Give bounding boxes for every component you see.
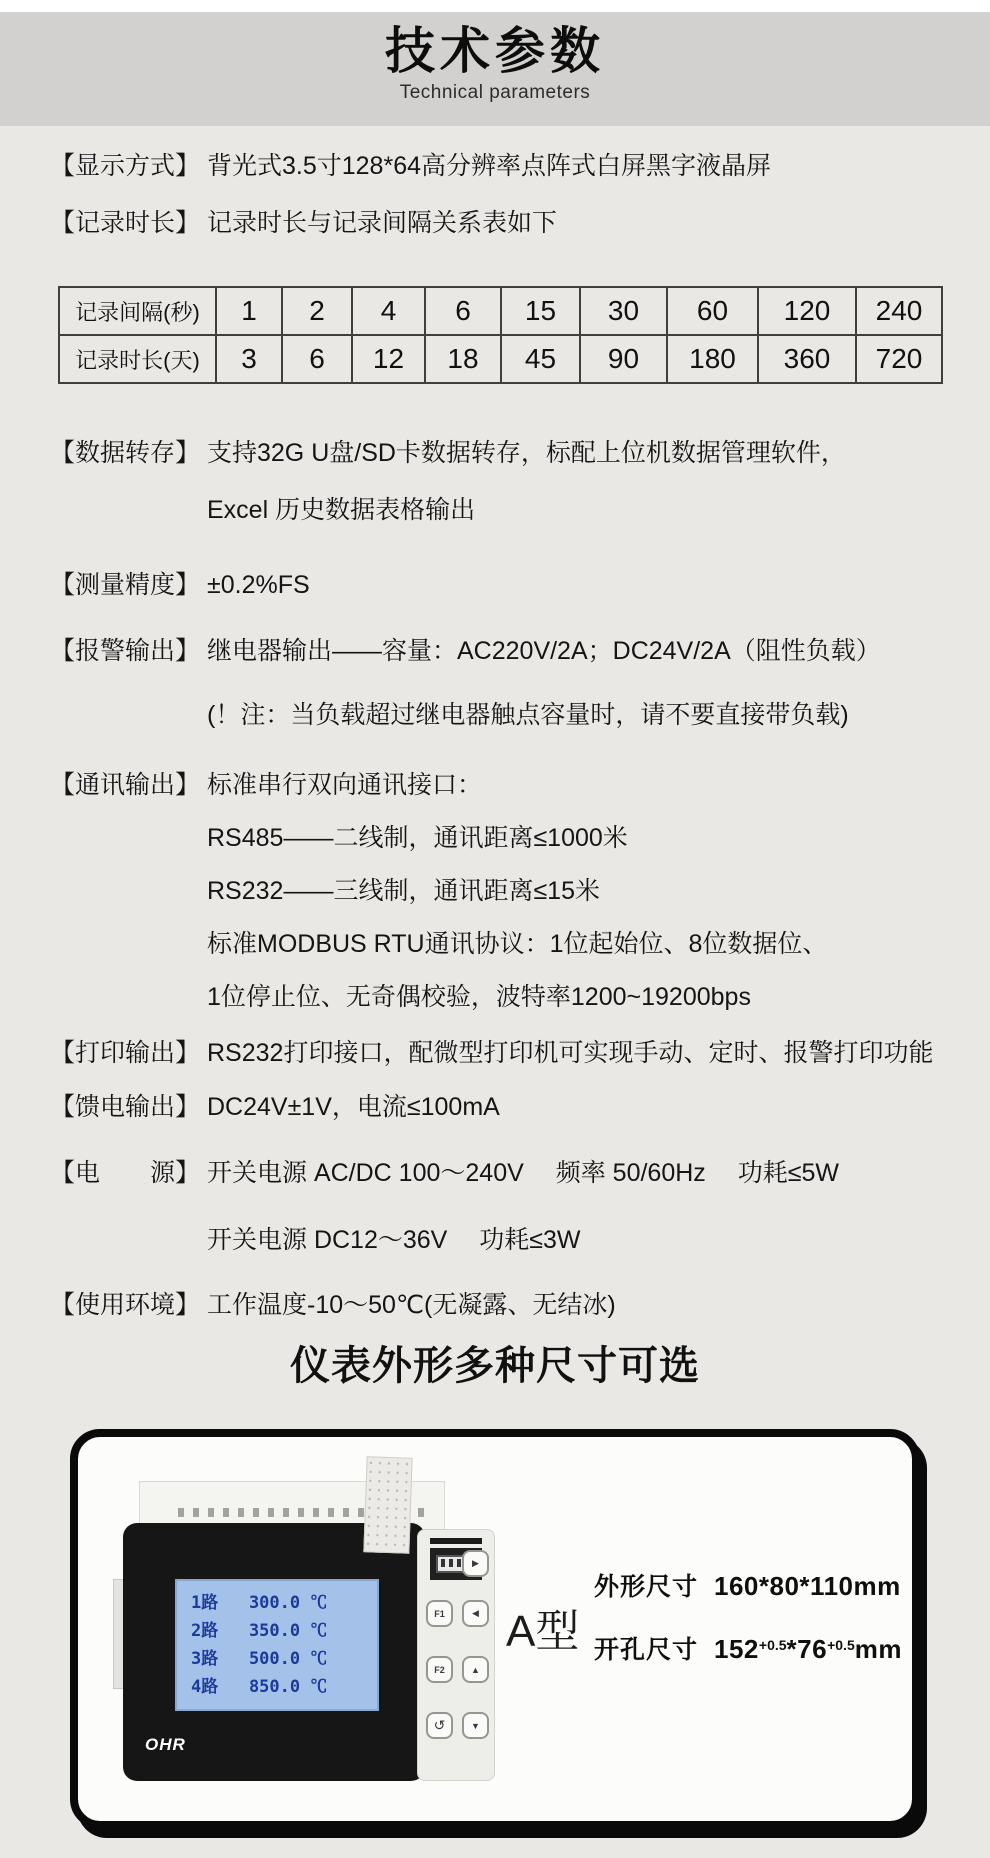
table-cell: 2 (282, 287, 352, 335)
table-cell: 45 (501, 335, 580, 383)
spec-row-display (50, 150, 940, 183)
table-cell: 6 (425, 287, 501, 335)
table-cell: 90 (580, 335, 667, 383)
f2-key: F2 (426, 1656, 453, 1683)
spec-value-line: 继电器输出——容量：AC220V/2A；DC24V/2A（阻性负载） (207, 637, 881, 665)
spec-value-line: 标准MODBUS RTU通讯协议：1位起始位、8位数据位、 (207, 930, 828, 958)
spec-label: 【报警输出】 (50, 637, 201, 665)
spec-label: 【馈电输出】 (50, 1093, 201, 1121)
spec-row-alarm (50, 635, 940, 732)
spec-value: DC24V±1V，电流≤100mA (207, 1093, 500, 1121)
page-title: 技术参数 (385, 23, 605, 79)
brand-logo: OHR (145, 1735, 186, 1754)
lcd-line: 1路 300.0 ℃ (191, 1593, 328, 1613)
table-row-interval (59, 287, 942, 335)
spec-label: 【测量精度】 (50, 571, 201, 599)
spec-row-comm (50, 769, 940, 1014)
spec-value: RS232打印接口，配微型打印机可实现手动、定时、报警打印功能 (207, 1039, 934, 1067)
section-title: 仪表外形多种尺寸可选 (290, 1344, 700, 1388)
device-photo (123, 1479, 495, 1781)
device-lcd-screen (175, 1579, 379, 1711)
spec-value-line: 标准串行双向通讯接口： (207, 771, 483, 799)
hole-size-base1: 152 (714, 1634, 759, 1664)
table-cell: 360 (758, 335, 856, 383)
spec-value-line: 开关电源 DC12～36V 功耗≤3W (207, 1226, 581, 1254)
table-cell: 4 (352, 287, 425, 335)
spec-row-storage (50, 437, 940, 527)
outer-size-row (594, 1567, 902, 1603)
hole-size-base2: 76 (797, 1634, 828, 1664)
device-sd-card (363, 1456, 412, 1554)
f1-key: F1 (426, 1600, 453, 1627)
hole-size-value (714, 1634, 902, 1665)
outer-size-label: 外形尺寸 (594, 1573, 699, 1601)
device-keypad (417, 1529, 495, 1781)
table-cell: 6 (282, 335, 352, 383)
hole-size-label: 开孔尺寸 (594, 1636, 699, 1664)
table-cell: 120 (758, 287, 856, 335)
hole-size-tolerance1: +0.5 (758, 1637, 787, 1653)
down-arrow-key: ▼ (462, 1712, 489, 1739)
device-front-panel (123, 1523, 425, 1781)
spec-value-line: 1位停止位、无奇偶校验，波特率1200~19200bps (207, 983, 751, 1011)
spec-row-print (50, 1037, 940, 1070)
spec-value: 背光式3.5寸128*64高分辨率点阵式白屏黑字液晶屏 (207, 152, 772, 180)
spec-label: 【数据转存】 (50, 439, 201, 467)
spec-value: 记录时长与记录间隔关系表如下 (207, 209, 558, 237)
spec-list (0, 150, 990, 1322)
page-header (0, 12, 990, 126)
spec-label: 【通讯输出】 (50, 771, 201, 799)
table-cell: 720 (856, 335, 942, 383)
spec-value-line: Excel 历史数据表格输出 (207, 496, 476, 524)
hole-size-unit: mm (854, 1634, 902, 1664)
left-arrow-key: ◀ (462, 1600, 489, 1627)
spec-row-accuracy (50, 569, 940, 602)
table-cell: 15 (501, 287, 580, 335)
hole-size-separator: * (786, 1634, 798, 1664)
up-arrow-key: ▲ (462, 1656, 489, 1683)
spec-value (207, 437, 940, 527)
spec-row-environment (50, 1289, 940, 1322)
outer-size-value: 160*80*110mm (714, 1571, 901, 1601)
model-label: A型 (506, 1607, 580, 1656)
table-cell: 240 (856, 287, 942, 335)
spec-label: 【显示方式】 (50, 152, 201, 180)
spec-value: ±0.2%FS (207, 571, 310, 599)
hole-size-row (594, 1630, 902, 1666)
table-cell: 3 (216, 335, 282, 383)
spec-note-line: (！注：当负载超过继电器触点容量时，请不要直接带负载) (207, 701, 849, 729)
loop-key: ↺ (426, 1712, 453, 1739)
spec-value: 工作温度-10～50℃(无凝露、无结冰) (207, 1291, 616, 1319)
hole-size-tolerance2: +0.5 (827, 1637, 855, 1653)
spec-value-line: RS485——二线制，通讯距离≤1000米 (207, 824, 628, 852)
dimensions-block (594, 1567, 902, 1666)
table-cell: 30 (580, 287, 667, 335)
spec-value-line: RS232——三线制，通讯距离≤15米 (207, 877, 600, 905)
spec-row-power (50, 1157, 940, 1257)
table-cell: 60 (667, 287, 758, 335)
spec-value (207, 635, 940, 732)
right-arrow-key: ▶ (462, 1550, 489, 1577)
table-cell: 180 (667, 335, 758, 383)
page-subtitle: Technical parameters (399, 82, 591, 103)
sd-slot (430, 1538, 482, 1544)
spec-value-line: 支持32G U盘/SD卡数据转存，标配上位机数据管理软件， (207, 439, 846, 467)
lcd-line: 2路 350.0 ℃ (191, 1621, 328, 1641)
spec-value (207, 1157, 940, 1257)
spec-row-record (50, 207, 940, 240)
table-cell: 1 (216, 287, 282, 335)
table-row-header: 记录时长(天) (59, 335, 216, 383)
table-cell: 18 (425, 335, 501, 383)
spec-value (207, 769, 940, 1014)
top-white-strip (0, 0, 990, 12)
table-row-duration (59, 335, 942, 383)
table-cell: 12 (352, 335, 425, 383)
spec-label: 【使用环境】 (50, 1291, 201, 1319)
spec-row-feed (50, 1091, 940, 1124)
spec-label: 【打印输出】 (50, 1039, 201, 1067)
table-row-header: 记录间隔(秒) (59, 287, 216, 335)
record-interval-table (58, 286, 943, 384)
lcd-line: 4路 850.0 ℃ (191, 1677, 328, 1697)
lcd-line: 3路 500.0 ℃ (191, 1649, 328, 1669)
product-panel (70, 1429, 920, 1829)
spec-value-line: 开关电源 AC/DC 100～240V 频率 50/60Hz 功耗≤5W (207, 1159, 839, 1187)
spec-label: 【电 源】 (50, 1159, 201, 1187)
spec-label: 【记录时长】 (50, 209, 201, 237)
